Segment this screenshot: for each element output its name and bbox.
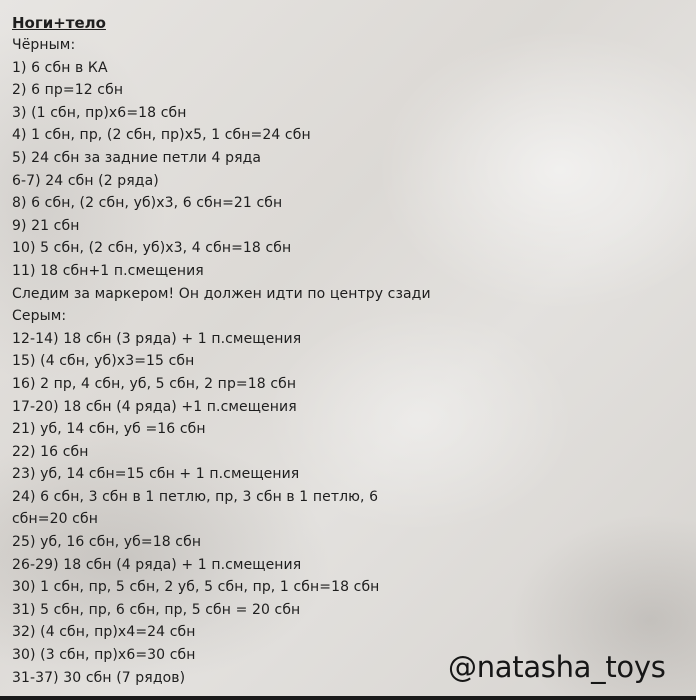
pattern-document bbox=[12, 12, 692, 689]
pattern-line: Чёрным: bbox=[12, 37, 76, 53]
bottom-edge-strip bbox=[0, 696, 696, 700]
pattern-line: 4) 1 сбн, пр, (2 сбн, пр)х5, 1 сбн=24 сбн bbox=[12, 127, 311, 144]
pattern-line: 3) (1 сбн, пр)х6=18 сбн bbox=[12, 104, 187, 121]
pattern-line: 12-14) 18 сбн (3 ряда) + 1 п.смещения bbox=[12, 330, 302, 347]
pattern-line: 32) (4 сбн, пр)х4=24 сбн bbox=[12, 624, 196, 641]
author-watermark: @natasha_toys bbox=[448, 650, 666, 684]
pattern-line: 5) 24 сбн за задние петли 4 ряда bbox=[12, 149, 262, 166]
pattern-line: 30) (3 сбн, пр)х6=30 сбн bbox=[12, 647, 196, 664]
pattern-line: 24) 6 сбн, 3 сбн в 1 петлю, пр, 3 сбн в 1 петлю, 6 bbox=[12, 488, 379, 505]
document-title: Ноги+тело bbox=[12, 14, 106, 32]
pattern-line: 2) 6 пр=12 сбн bbox=[12, 82, 124, 99]
pattern-line: 26-29) 18 сбн (4 ряда) + 1 п.смещения bbox=[12, 556, 302, 573]
pattern-line: 31-37) 30 сбн (7 рядов) bbox=[12, 669, 186, 686]
pattern-line: 25) уб, 16 сбн, уб=18 сбн bbox=[12, 534, 202, 551]
pattern-line: Следим за маркером! Он должен идти по центру сзади bbox=[12, 285, 431, 302]
pattern-line: 10) 5 сбн, (2 сбн, уб)х3, 4 сбн=18 сбн bbox=[12, 240, 292, 257]
pattern-line: 21) уб, 14 сбн, уб =16 сбн bbox=[12, 421, 206, 438]
pattern-line: 22) 16 сбн bbox=[12, 443, 89, 460]
pattern-line: 17-20) 18 сбн (4 ряда) +1 п.смещения bbox=[12, 398, 297, 415]
pattern-line: 16) 2 пр, 4 сбн, уб, 5 сбн, 2 пр=18 сбн bbox=[12, 375, 297, 392]
pattern-line: 6-7) 24 сбн (2 ряда) bbox=[12, 172, 159, 189]
pattern-line: 30) 1 сбн, пр, 5 сбн, 2 уб, 5 сбн, пр, 1 сбн=18 сбн bbox=[12, 579, 380, 596]
pattern-line: 9) 21 сбн bbox=[12, 217, 80, 234]
pattern-line: 15) (4 сбн, уб)х3=15 сбн bbox=[12, 353, 195, 370]
pattern-line: 11) 18 сбн+1 п.смещения bbox=[12, 262, 204, 279]
pattern-lines bbox=[12, 34, 692, 689]
pattern-line: 31) 5 сбн, пр, 6 сбн, пр, 5 сбн = 20 сбн bbox=[12, 601, 301, 618]
pattern-line: Серым: bbox=[12, 308, 67, 325]
pattern-line: 1) 6 сбн в КА bbox=[12, 59, 108, 76]
pattern-line: 8) 6 сбн, (2 сбн, уб)х3, 6 сбн=21 сбн bbox=[12, 195, 283, 212]
pattern-line: сбн=20 сбн bbox=[12, 511, 98, 528]
pattern-line: 23) уб, 14 сбн=15 сбн + 1 п.смещения bbox=[12, 466, 300, 483]
